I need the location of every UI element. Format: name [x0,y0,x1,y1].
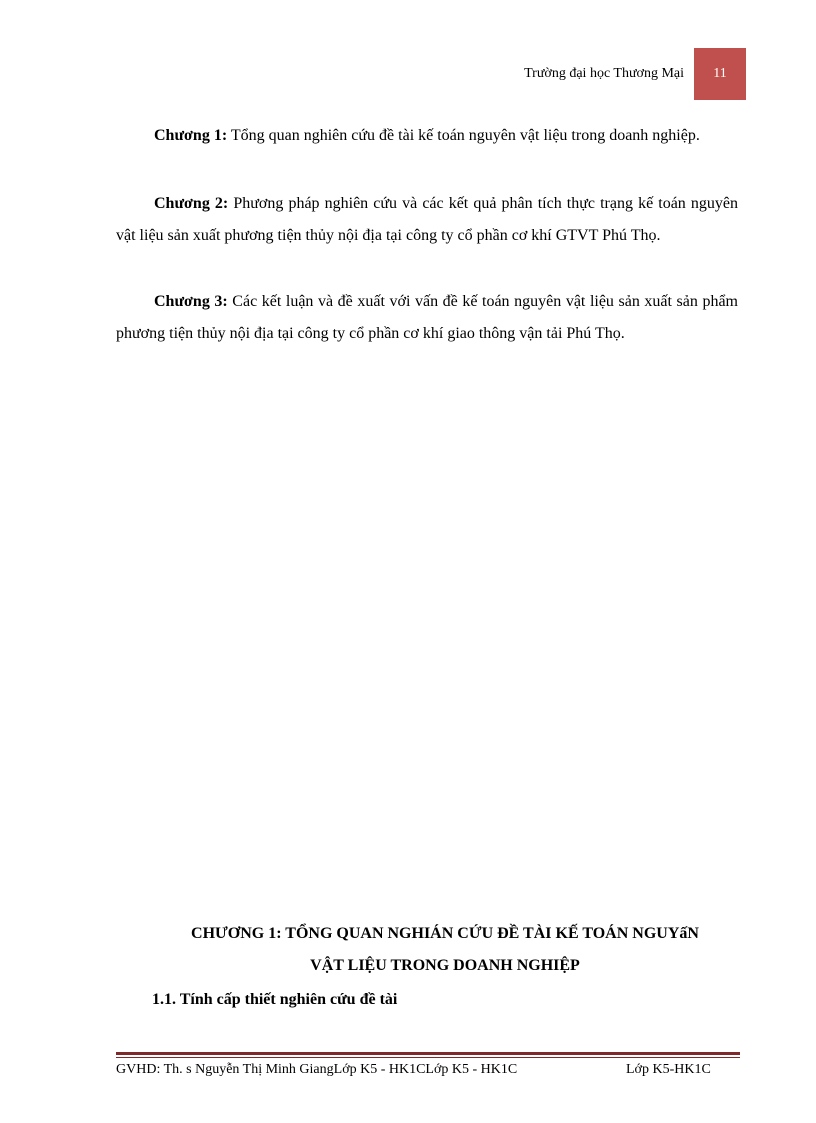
section-title: 1.1. Tính cấp thiết nghiên cứu đề tài [152,991,398,1008]
page-number-badge [694,48,746,100]
chapter-heading-line-2: VẬT LIỆU TRONG DOANH NGHIỆP [310,957,580,974]
header-university: Trường đại học Thương Mại [524,66,684,81]
footer-class: Lớp K5-HK1C [626,1062,711,1077]
chapter-heading-line-1: CHƯƠNG 1: TỔNG QUAN NGHIÁN CỨU ĐỀ TÀI KẾ TOÁN NGUYấN [191,925,699,942]
page-number: 11 [713,66,727,81]
chapter-3-lead: Chương 3: [154,293,228,310]
footer-rule-thin [116,1057,740,1058]
chapter-1-text: Tổng quan nghiên cứu đề tài kế toán nguyên vật liệu trong doanh nghiệp. [227,127,700,144]
chapter-1-lead: Chương 1: [154,127,228,144]
chapter-1-summary [116,120,738,152]
chapter-2-lead: Chương 2: [154,195,229,212]
chapter-2-text: Phương pháp nghiên cứu và các kết quả phân tích thực trạng kế toán nguyên vật liệu sản xuất phương tiện thủy nội địa tại công ty cổ phần cơ khí GTVT Phú Thọ. [116,195,738,244]
footer-supervisor: GVHD: Th. s Nguyễn Thị Minh GiangLớp K5 - HK1CLớp K5 - HK1C [116,1062,518,1077]
chapter-heading [150,918,740,982]
chapter-3-summary [116,286,738,350]
chapter-3-text: Các kết luận và đề xuất với vấn đề kế toán nguyên vật liệu sản xuất sản phẩm phương tiện thủy nội địa tại công ty cổ phần cơ khí giao thông vận tải Phú Thọ. [116,293,738,342]
chapter-2-summary [116,188,738,252]
footer-rule-thick [116,1052,740,1055]
